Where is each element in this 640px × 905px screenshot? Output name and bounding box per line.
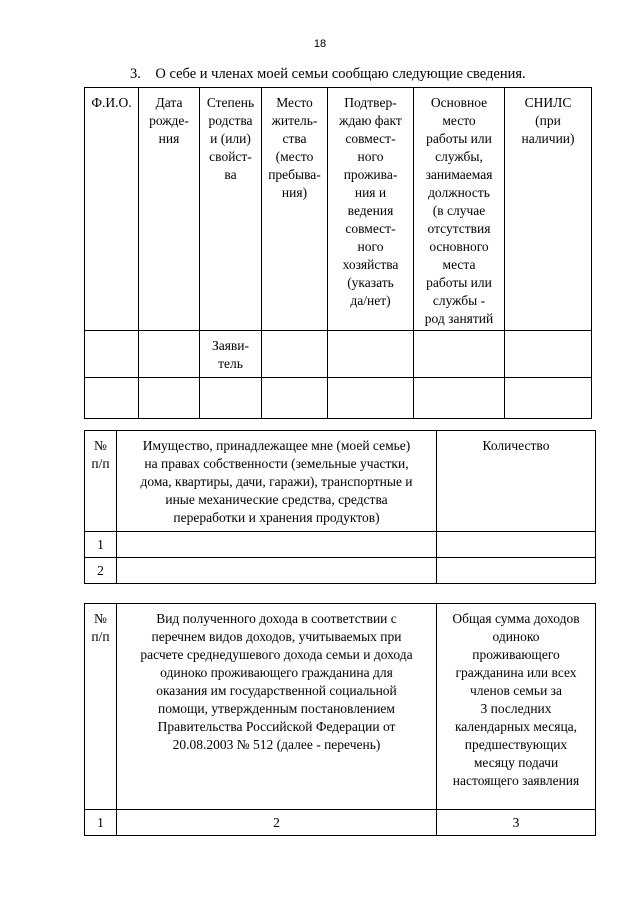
table-cell: Заяви- тель [200,331,262,378]
column-number-cell: 2 [117,810,437,836]
column-number-cell: 1 [85,810,117,836]
table-cell[interactable] [505,331,592,378]
row-number: 2 [85,558,117,584]
header-income-total: Общая сумма доходов одиноко проживающего гражданина или всех членов семьи за 3 последних календарных месяца, предшествующих месяцу подачи настоящего заявления [437,604,596,810]
header-property: Имущество, принадлежащее мне (моей семье) на правах собственности (земельные участки, дома, квартиры, дачи, гаражи), транспортные и иные механические средства, средства переработки и хранения продуктов) [117,431,437,532]
table-cell[interactable] [437,558,596,584]
header-birth-date: Дата рожде- ния [139,88,200,331]
header-workplace: Основное место работы или службы, занимаемая должность (в случае отсутствия основного места работы или службы - род занятий [414,88,505,331]
header-relation: Степень родства и (или) свойст- ва [200,88,262,331]
row-number: 1 [85,532,117,558]
header-fio: Ф.И.О. [85,88,139,331]
table-cell[interactable] [139,331,200,378]
header-number: № п/п [85,604,117,810]
header-cohabitation: Подтвер- ждаю факт совмест- ного прожива- ния и ведения совмест- ного хозяйства (указать да/нет) [328,88,414,331]
table-cell[interactable] [85,331,139,378]
column-number-cell: 3 [437,810,596,836]
header-residence: Место житель- ства (место пребыва- ния) [262,88,328,331]
table-cell[interactable] [328,378,414,419]
table-header-row [85,88,592,331]
table-header-row [85,604,596,810]
table-header-row [85,431,596,532]
family-members-table [84,87,592,419]
header-snils: СНИЛС (при наличии) [505,88,592,331]
table-cell[interactable] [437,532,596,558]
header-number: № п/п [85,431,117,532]
header-quantity: Количество [437,431,596,532]
table-cell[interactable] [414,331,505,378]
income-table [84,603,596,836]
table-cell[interactable] [414,378,505,419]
table-cell[interactable] [505,378,592,419]
table-row [85,378,592,419]
table-cell[interactable] [262,331,328,378]
table-row [85,532,596,558]
table-cell[interactable] [85,378,139,419]
intro-text: 3. О себе и членах моей семьи сообщаю следующие сведения. [130,66,526,82]
table-cell[interactable] [328,331,414,378]
table-cell[interactable] [117,532,437,558]
table-cell[interactable] [117,558,437,584]
header-income-type: Вид полученного дохода в соответствии с перечнем видов доходов, учитываемых при расчете среднедушевого дохода семьи и дохода одиноко проживающего гражданина для оказания им государственной социальной помощи, утвержденным постановлением Правительства Российской Федерации от 20.08.2003 № 512 (далее - перечень) [117,604,437,810]
table-row [85,558,596,584]
property-table [84,430,596,584]
table-cell[interactable] [139,378,200,419]
page-number: 18 [313,38,327,50]
table-row [85,810,596,836]
table-cell[interactable] [262,378,328,419]
table-row [85,331,592,378]
table-cell[interactable] [200,378,262,419]
